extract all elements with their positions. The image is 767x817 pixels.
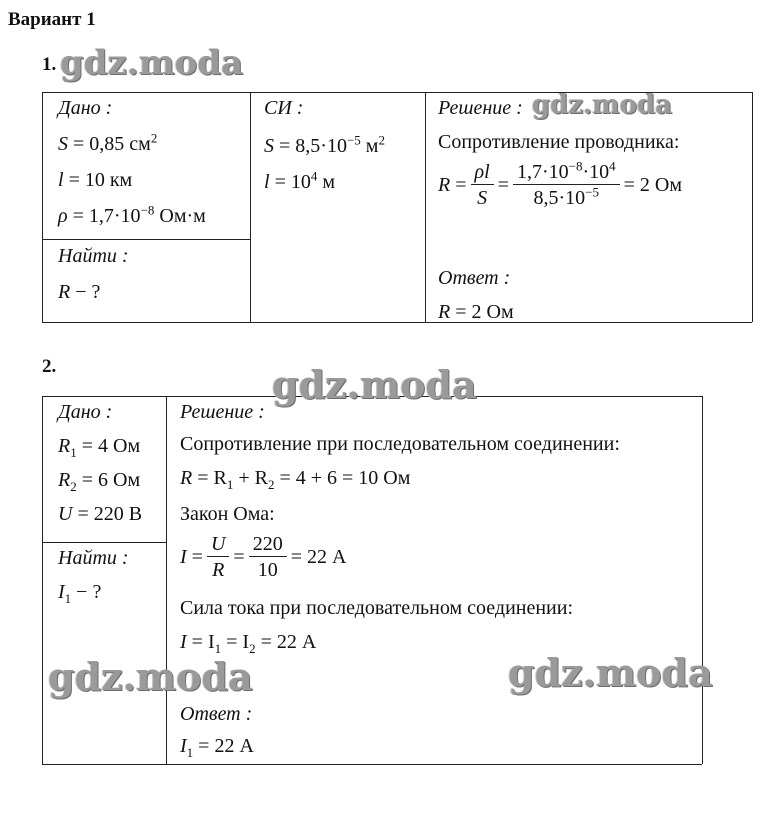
solution-label: Решение : <box>438 97 523 119</box>
table-divider-given <box>42 239 250 240</box>
watermark: gdz.moda <box>48 654 253 699</box>
given-resistivity: $\rho = 1,7\cdot 10^{-8}$ Ом·м <box>58 202 206 227</box>
solution-text-2: Закон Ома: <box>180 503 275 525</box>
variant-title: Вариант 1 <box>8 9 96 30</box>
given-r2: $R_2 = 6$ Ом <box>58 469 141 494</box>
fraction-numeric: $\frac{220}{10}$ <box>249 534 287 580</box>
given-r1: $R_1 = 4$ Ом <box>58 435 141 460</box>
resistance-formula: R = $\frac{\rho l}{S}$ = $\frac{1,7\cdot 10^{-8}\cdot 10^4}{8,5\cdot 10^{-5}}$ = 2 Ом <box>438 158 683 209</box>
fraction-u-over-r: $\frac{U}{R}$ <box>207 534 229 580</box>
table-divider-solution <box>425 92 426 322</box>
table-border-bottom <box>42 322 752 323</box>
si-length: $l = 10^4$ м <box>264 168 335 193</box>
find-value: R − ? <box>58 281 101 303</box>
series-current-equation: $I = I_1 = I_2 = 22$ А <box>180 631 317 656</box>
solution-label: Решение : <box>180 401 265 423</box>
find-value: $I_1$ − ? <box>58 581 102 606</box>
fraction-rho-l-over-s: $\frac{\rho l}{S}$ <box>471 162 494 208</box>
series-resistance-equation: $R = R_1 + R_2 = 4 + 6 = 10$ Ом <box>180 467 411 492</box>
answer-value: $I_1 = 22$ А <box>180 735 254 760</box>
given-voltage: U = 220 В <box>58 503 143 525</box>
fraction-numeric: $\frac{1,7\cdot 10^{-8}\cdot 10^4}{8,5\cdot 10^{-5}}$ <box>513 162 620 208</box>
si-label: СИ : <box>264 97 304 119</box>
given-label: Дано : <box>58 97 113 119</box>
si-area: $S = 8,5\cdot 10^{-5}$ $м^2$ <box>264 132 385 157</box>
table-divider-given <box>42 542 166 543</box>
given-area: S = 0,85 $см^2$ <box>58 130 158 155</box>
watermark: gdz.moda <box>508 650 713 695</box>
table-border-right <box>702 396 703 764</box>
given-length: l = 10 км <box>58 169 133 191</box>
table-border-left <box>42 92 43 322</box>
table-border-left <box>42 396 43 764</box>
find-label: Найти : <box>58 245 129 267</box>
problem-2-number: 2. <box>42 356 57 377</box>
answer-label: Ответ : <box>438 267 511 289</box>
table-divider-si <box>250 92 251 322</box>
ohms-law-equation: I = $\frac{U}{R}$ = $\frac{220}{10}$ = 22 А <box>180 533 347 581</box>
table-divider-solution <box>166 396 167 764</box>
answer-value: R = 2 Ом <box>438 301 514 323</box>
watermark: gdz.moda <box>60 43 244 83</box>
watermark: gdz.moda <box>272 362 477 407</box>
solution-text: Сопротивление проводника: <box>438 131 680 153</box>
table-border-bottom <box>42 764 702 765</box>
solution-text-3: Сила тока при последовательном соединении: <box>180 597 574 619</box>
problem-1-number: 1. <box>42 54 57 75</box>
solution-text-1: Сопротивление при последовательном соединении: <box>180 433 620 455</box>
table-border-right <box>752 92 753 322</box>
answer-label: Ответ : <box>180 703 253 725</box>
find-label: Найти : <box>58 547 129 569</box>
watermark: gdz.moda <box>532 90 673 120</box>
given-label: Дано : <box>58 401 113 423</box>
